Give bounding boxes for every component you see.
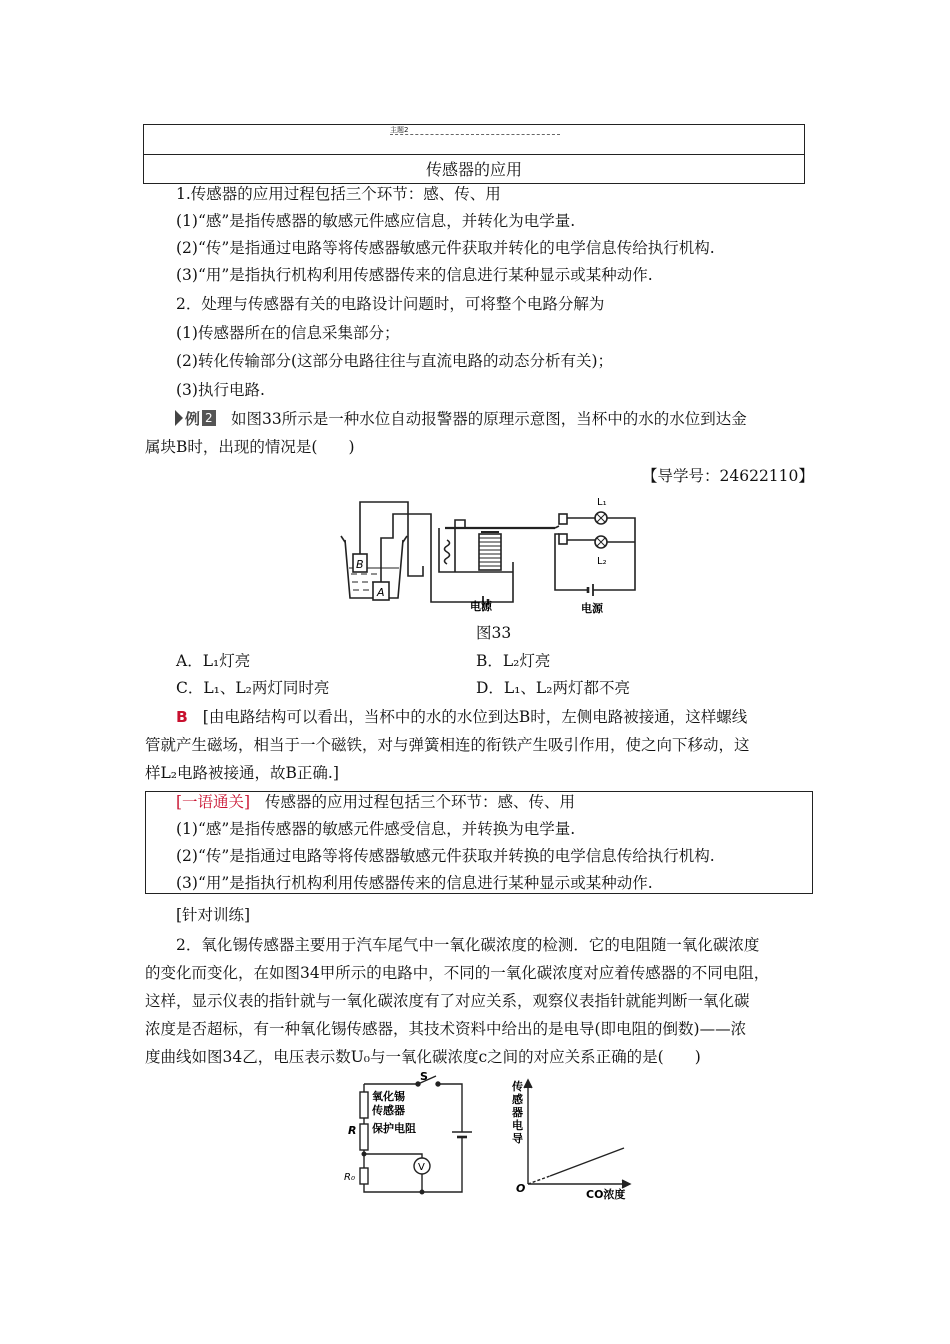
question-line4: 浓度是否超标，有一种氧化锡传感器，其技术资料中给出的是电导(即电阻的倒数)——浓 <box>145 1020 747 1038</box>
answer-explanation-line1 <box>176 706 747 728</box>
key-point-line4: (3)“用”是指执行机构利用传感器传来的信息进行某种显示或某种动作. <box>176 874 653 892</box>
key-point-line1 <box>176 791 575 813</box>
y-label-char-2: 感 <box>512 1093 523 1106</box>
key-point-line2: (1)“感”是指传感器的敏感元件感受信息，并转换为电学量. <box>176 820 576 838</box>
example-stem-line1: 如图33所示是一种水位自动报警器的原理示意图，当杯中的水的水位到达金 <box>231 410 747 428</box>
y-label-char-1: 传 <box>512 1080 523 1093</box>
summary-point-2: 2．处理与传感器有关的电路设计问题时，可将整个电路分解为 <box>176 295 605 313</box>
label-B: B <box>356 558 364 571</box>
option-b: B．L₂灯亮 <box>476 652 551 670</box>
key-point-tag: [一语通关] <box>176 793 251 811</box>
label-sensor-line2: 传感器 <box>372 1104 405 1117</box>
example-arrow-icon <box>175 410 183 426</box>
label-power-left: 电源 <box>470 600 492 613</box>
origin-label: O <box>516 1182 526 1195</box>
training-label: [针对训练] <box>176 906 251 924</box>
label-switch-S: S <box>420 1070 428 1083</box>
answer-letter: B <box>176 708 188 726</box>
summary-point-2-3: (3)执行电路. <box>176 381 265 399</box>
y-label-char-5: 导 <box>512 1132 523 1145</box>
question-line5: 度曲线如图34乙，电压表示数U₀与一氧化碳浓度c之间的对应关系正确的是( ) <box>145 1048 701 1066</box>
explanation-line3: 样L₂电路被接通，故B正确.] <box>145 764 339 782</box>
y-label-char-3: 器 <box>512 1106 523 1119</box>
question-line3: 这样，显示仪表的指针就与一氧化碳浓度有了对应关系，观察仪表指针就能判断一氧化碳 <box>145 992 750 1010</box>
example-badge <box>175 409 216 427</box>
section-title: 传感器的应用 <box>425 160 522 179</box>
key-point-text: 传感器的应用过程包括三个环节：感、传、用 <box>265 793 576 811</box>
y-axis-label <box>511 1079 523 1145</box>
label-protect-resistor: 保护电阻 <box>372 1122 416 1135</box>
summary-point-1-1: (1)“感”是指传感器的敏感元件感应信息，并转化为电学量. <box>176 212 576 230</box>
option-d: D．L₁、L₂两灯都不亮 <box>476 679 630 697</box>
header-divider <box>144 154 804 155</box>
figure-34-graph <box>510 1076 640 1202</box>
guide-number: 【导学号：24622110】 <box>642 467 814 485</box>
option-c: C．L₁、L₂两灯同时亮 <box>176 679 330 697</box>
label-power-right: 电源 <box>581 602 603 615</box>
key-point-line3: (2)“传”是指通过电路等将传感器敏感元件获取并转换的电学信息传给执行机构. <box>176 847 715 865</box>
topic-header-box <box>143 124 805 184</box>
explanation-line2: 管就产生磁场，相当于一个磁铁，对与弹簧相连的衔铁产生吸引作用，使之向下移动，这 <box>145 736 750 754</box>
topic-rule <box>390 134 560 135</box>
label-L2: L₂ <box>597 556 607 567</box>
x-axis-label: CO浓度 <box>586 1188 626 1201</box>
label-A: A <box>377 586 385 599</box>
label-sensor-line1: 氧化锡 <box>372 1090 405 1103</box>
label-R0: R₀ <box>344 1172 355 1183</box>
option-a: A．L₁灯亮 <box>176 652 251 670</box>
summary-point-2-2: (2)转化传输部分(这部分电路往往与直流电路的动态分析有关)； <box>176 352 614 370</box>
label-R: R <box>348 1124 357 1137</box>
summary-point-1-2: (2)“传”是指通过电路等将传感器敏感元件获取并转化的电学信息传给执行机构. <box>176 239 715 257</box>
summary-point-1: 1.传感器的应用过程包括三个环节：感、传、用 <box>176 185 501 203</box>
figure-33-water-alarm-circuit <box>335 490 655 618</box>
explanation-text-1: [由电路结构可以看出，当杯中的水的水位到达B时，左侧电路被接通，这样螺线 <box>202 708 748 726</box>
figure-33-caption: 图33 <box>476 624 512 642</box>
voltmeter-icon: V <box>418 1162 425 1173</box>
example-stem-line2: 属块B时，出现的情况是( ) <box>145 438 355 456</box>
example-mark-text: 例 <box>185 409 201 428</box>
topic-label: 主题2 <box>390 126 409 134</box>
y-label-char-4: 电 <box>512 1119 523 1132</box>
question-line2: 的变化而变化，在如图34甲所示的电路中，不同的一氧化碳浓度对应着传感器的不同电阻， <box>145 964 770 982</box>
summary-point-1-3: (3)“用”是指执行机构利用传感器传来的信息进行某种显示或某种动作. <box>176 266 653 284</box>
example-number: 2 <box>202 410 216 426</box>
figure-34-circuit <box>336 1070 486 1200</box>
summary-point-2-1: (1)传感器所在的信息采集部分； <box>176 324 400 342</box>
question-line1: 2．氧化锡传感器主要用于汽车尾气中一氧化碳浓度的检测．它的电阻随一氧化碳浓度 <box>176 936 760 954</box>
label-L1: L₁ <box>597 497 607 508</box>
